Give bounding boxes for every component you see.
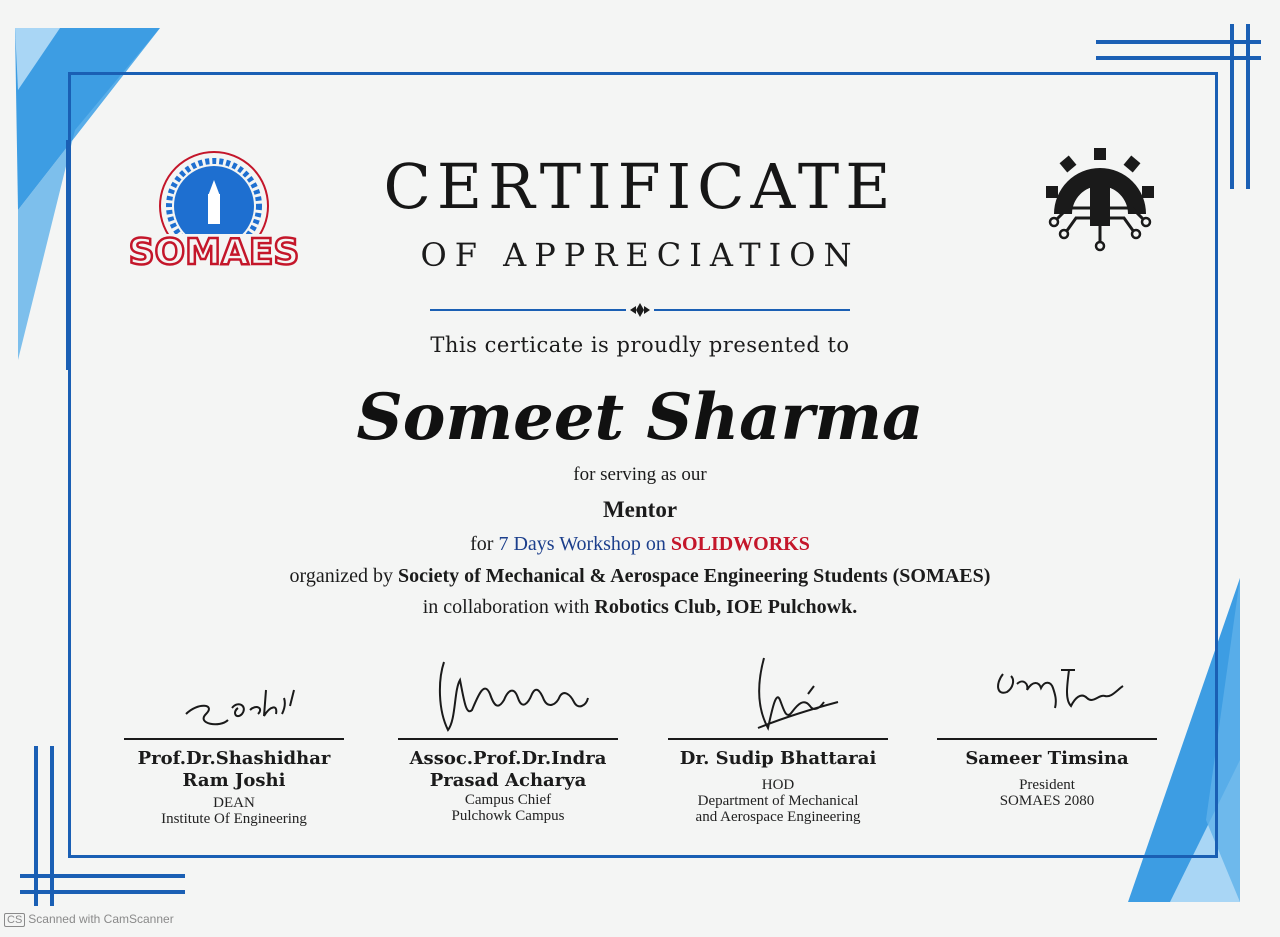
collaboration-prefix: in collaboration with (422, 596, 595, 618)
signatory-designation: DEAN Institute Of Engineering (161, 795, 307, 827)
collaboration-line (0, 596, 1280, 619)
camscanner-icon: CS (4, 913, 25, 927)
workshop-duration: 7 Days Workshop on (498, 533, 671, 555)
scanner-text: Scanned with CamScanner (28, 912, 174, 926)
campus-chief-signature-image (398, 650, 618, 740)
signatory-name: Assoc.Prof.Dr.Indra Prasad Acharya (409, 748, 607, 791)
somaes-logo-text: SOMAES (128, 232, 300, 270)
signature-line (937, 738, 1157, 740)
scanner-watermark (4, 912, 174, 927)
signature-line (398, 738, 618, 740)
signatory-designation: HOD Department of Mechanical and Aerospace Engineering (695, 777, 861, 825)
workshop-software: SOLIDWORKS (670, 533, 810, 555)
ornamental-divider (430, 302, 850, 318)
signatory-name: Prof.Dr.Shashidhar Ram Joshi (137, 748, 331, 791)
serving-line: for serving as our (573, 464, 707, 485)
workshop-prefix: for (470, 533, 499, 555)
signatory-name: Sameer Timsina (965, 748, 1129, 769)
certificate-title: CERTIFICATE (383, 150, 897, 223)
certificate-subtitle: OF APPRECIATION (420, 236, 860, 274)
signature-line (668, 738, 888, 740)
organizer-name: Society of Mechanical & Aerospace Engineering Students (SOMAES) (398, 565, 991, 587)
workshop-line (0, 533, 1280, 556)
role-title: Mentor (602, 497, 678, 522)
presented-to-line: This certicate is proudly presented to (430, 333, 850, 357)
signatory-designation: Campus Chief Pulchowk Campus (451, 792, 565, 824)
dean-signature-image (124, 650, 344, 740)
collaboration-partner: Robotics Club, IOE Pulchowk. (594, 596, 858, 618)
president-signature-image (937, 650, 1157, 740)
recipient-name: Someet Sharma (356, 380, 924, 455)
signature-line (124, 738, 344, 740)
organized-by-line (0, 565, 1280, 588)
signatory-name: Dr. Sudip Bhattarai (679, 748, 877, 769)
hod-signature-image (668, 650, 888, 740)
signatory-designation: President SOMAES 2080 (999, 777, 1095, 809)
organized-prefix: organized by (289, 565, 399, 587)
